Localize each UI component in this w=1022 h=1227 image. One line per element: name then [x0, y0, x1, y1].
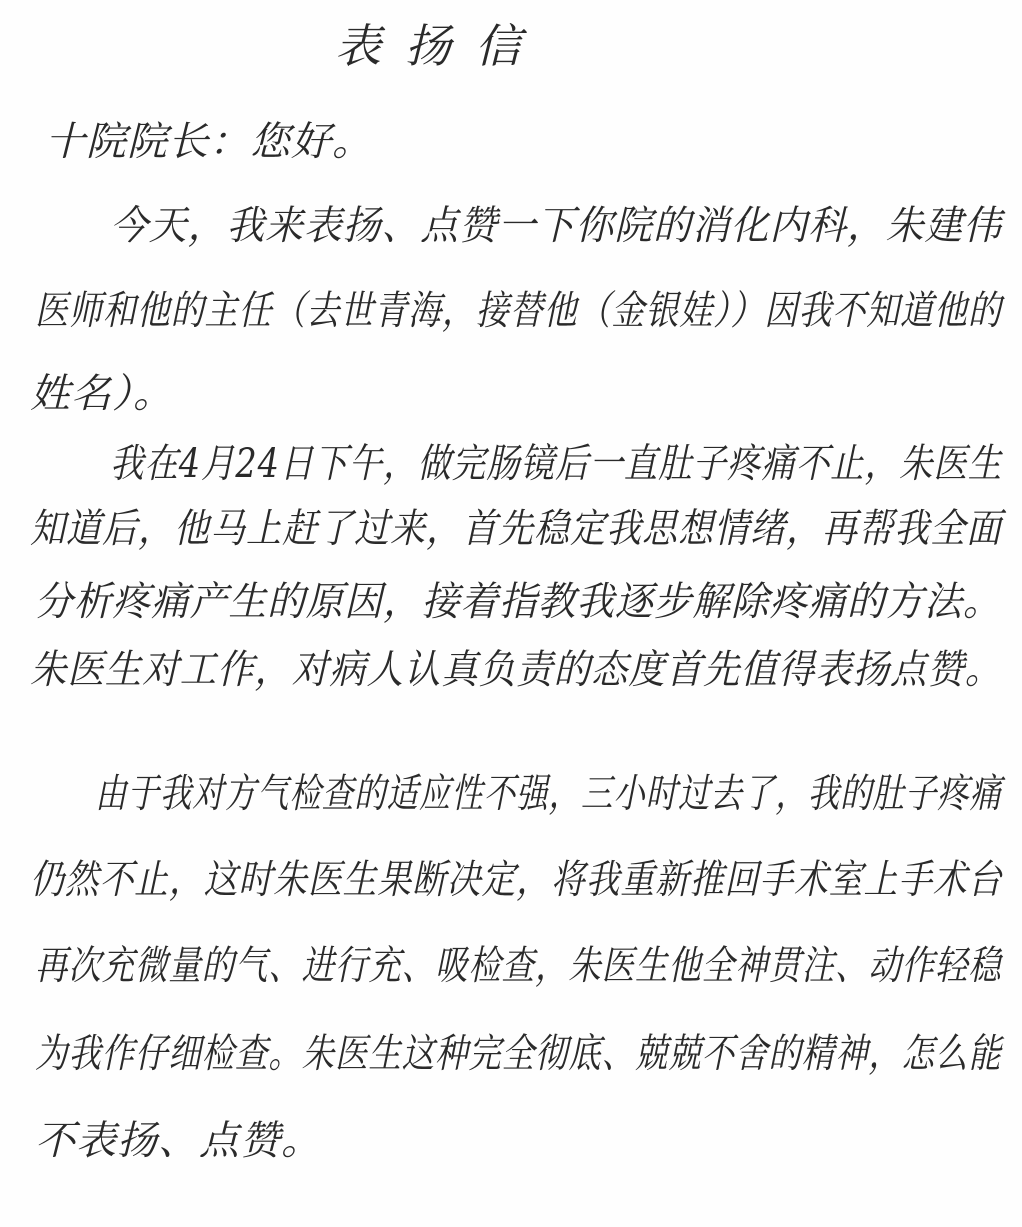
letter-line-11: 为我作仔细检查。朱医生这种完全彻底、兢兢不舍的精神，怎么能 — [35, 1031, 1002, 1077]
letter-salutation: 十院院长：您好。 — [45, 119, 373, 165]
letter-line-1: 今天，我来表扬、点赞一下你院的消化内科，朱建伟 — [110, 203, 1003, 249]
letter-line-2: 医师和他的主任（去世青海，接替他（金银娃））因我不知道他的 — [35, 288, 1002, 334]
letter-line-12: 不表扬、点赞。 — [35, 1118, 322, 1164]
letter-title: 表扬信 — [335, 19, 545, 73]
letter-line-6: 分析疼痛产生的原因，接着指教我逐步解除疼痛的方法。 — [35, 579, 1002, 625]
letter-line-8: 由于我对方气检查的适应性不强，三小时过去了，我的肚子疼痛 — [95, 771, 1002, 817]
letter-line-5: 知道后，他马上赶了过来，首先稳定我思想情绪，再帮我全面 — [30, 506, 1002, 552]
letter-line-7: 朱医生对工作，对病人认真负责的态度首先值得表扬点赞。 — [30, 647, 1003, 693]
letter-line-10: 再次充微量的气、进行充、吸检查，朱医生他全神贯注、动作轻稳 — [35, 943, 1002, 989]
letter-line-3: 姓名）。 — [30, 371, 174, 417]
letter-line-4: 我在4月24日下午，做完肠镜后一直肚子疼痛不止，朱医生 — [110, 441, 1003, 487]
letter-line-9: 仍然不止，这时朱医生果断决定，将我重新推回手术室上手术台 — [30, 857, 1003, 903]
